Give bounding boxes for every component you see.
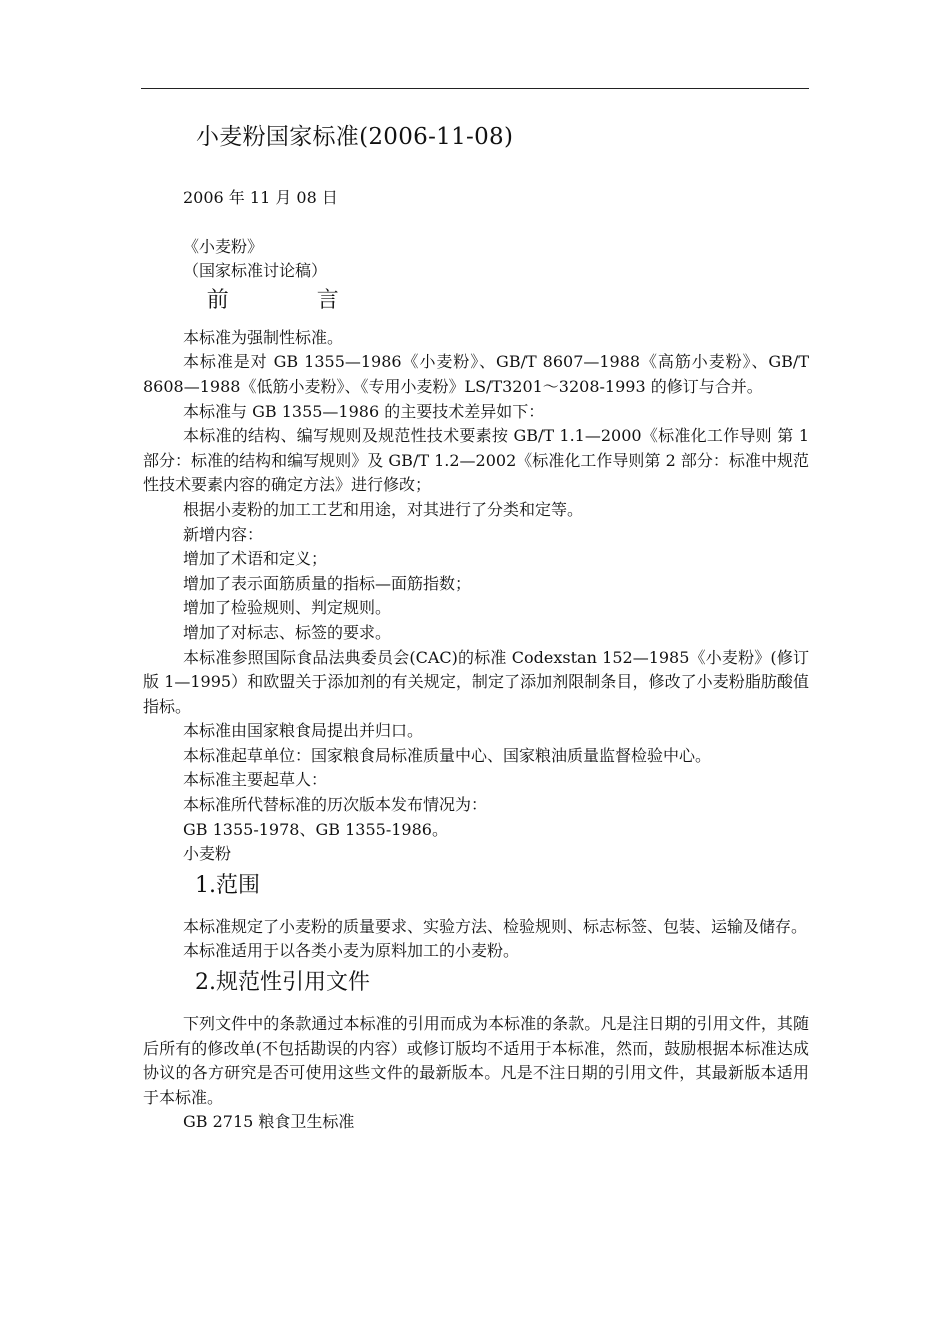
foreword-paragraph: 根据小麦粉的加工工艺和用途，对其进行了分类和定等。 [183,499,584,519]
section-1-paragraph: 本标准适用于以各类小麦为原料加工的小麦粉。 [183,941,520,961]
section-2-heading: 2.规范性引用文件 [195,970,370,996]
foreword-paragraph: GB 1355-1978、GB 1355-1986。 [183,819,448,839]
standard-status: （国家标准讨论稿） [183,261,328,281]
foreword-paragraph: 本标准参照国际食品法典委员会(CAC)的标准 Codexstan 152—1985《小麦粉》(修订版 1—1995）和欧盟关于添加剂的有关规定，制定了添加剂限制条目，修改了小麦粉脂肪酸值指标。 [143,647,809,716]
section-1-heading: 1.范围 [195,872,260,898]
foreword-paragraph: 小麦粉 [183,844,232,864]
foreword-paragraph: 本标准与 GB 1355—1986 的主要技术差异如下： [183,401,545,421]
foreword-paragraph: 增加了对标志、标签的要求。 [183,622,392,642]
document-title: 小麦粉国家标准(2006-11-08) [196,124,514,150]
section-1-paragraph: 本标准规定了小麦粉的质量要求、实验方法、检验规则、标志标签、包装、运输及储存。 [183,916,808,936]
foreword-paragraph: 本标准起草单位：国家粮食局标准质量中心、国家粮油质量监督检验中心。 [183,745,712,765]
foreword-paragraph: 新增内容： [183,524,264,544]
foreword-paragraph: 增加了术语和定义； [183,549,328,569]
document-date: 2006 年 11 月 08 日 [183,188,338,207]
foreword-paragraph: 本标准的结构、编写规则及规范性技术要素按 GB/T 1.1—2000《标准化工作导则 第 1 部分：标准的结构和编写规则》及 GB/T 1.2—2002《标准化工作导则第 2 部分：标准中规范性技术要素内容的确定方法》进行修改； [143,426,809,495]
section-2-paragraph: 下列文件中的条款通过本标准的引用而成为本标准的条款。凡是注日期的引用文件，其随后所有的修改单(不包括勘误的内容）或修订版均不适用于本标准，然而，鼓励根据本标准达成协议的各方研究是否可使用这些文件的最新版本。凡是不注日期的引用文件，其最新版本适用于本标准。 [143,1014,809,1107]
foreword-paragraph: 增加了检验规则、判定规则。 [183,598,392,618]
header-rule [141,88,809,89]
preface-heading: 前 言 [206,287,339,313]
foreword-paragraph: 本标准主要起草人： [183,770,328,790]
document-body [143,186,809,1135]
standard-name: 《小麦粉》 [183,236,264,256]
section-2-paragraph: GB 2715 粮食卫生标准 [183,1112,355,1132]
foreword-paragraph: 本标准由国家粮食局提出并归口。 [183,721,424,741]
foreword-paragraph: 本标准是对 GB 1355—1986《小麦粉》、GB/T 8607—1988《高筋小麦粉》、GB/T 8608—1988《低筋小麦粉》、《专用小麦粉》LS/T3201～3208-1993 的修订与合并。 [143,352,809,396]
foreword-paragraph: 本标准为强制性标准。 [183,327,344,347]
foreword-paragraph: 本标准所代替标准的历次版本发布情况为： [183,795,488,815]
foreword-paragraph: 增加了表示面筋质量的指标—面筋指数； [183,573,472,593]
